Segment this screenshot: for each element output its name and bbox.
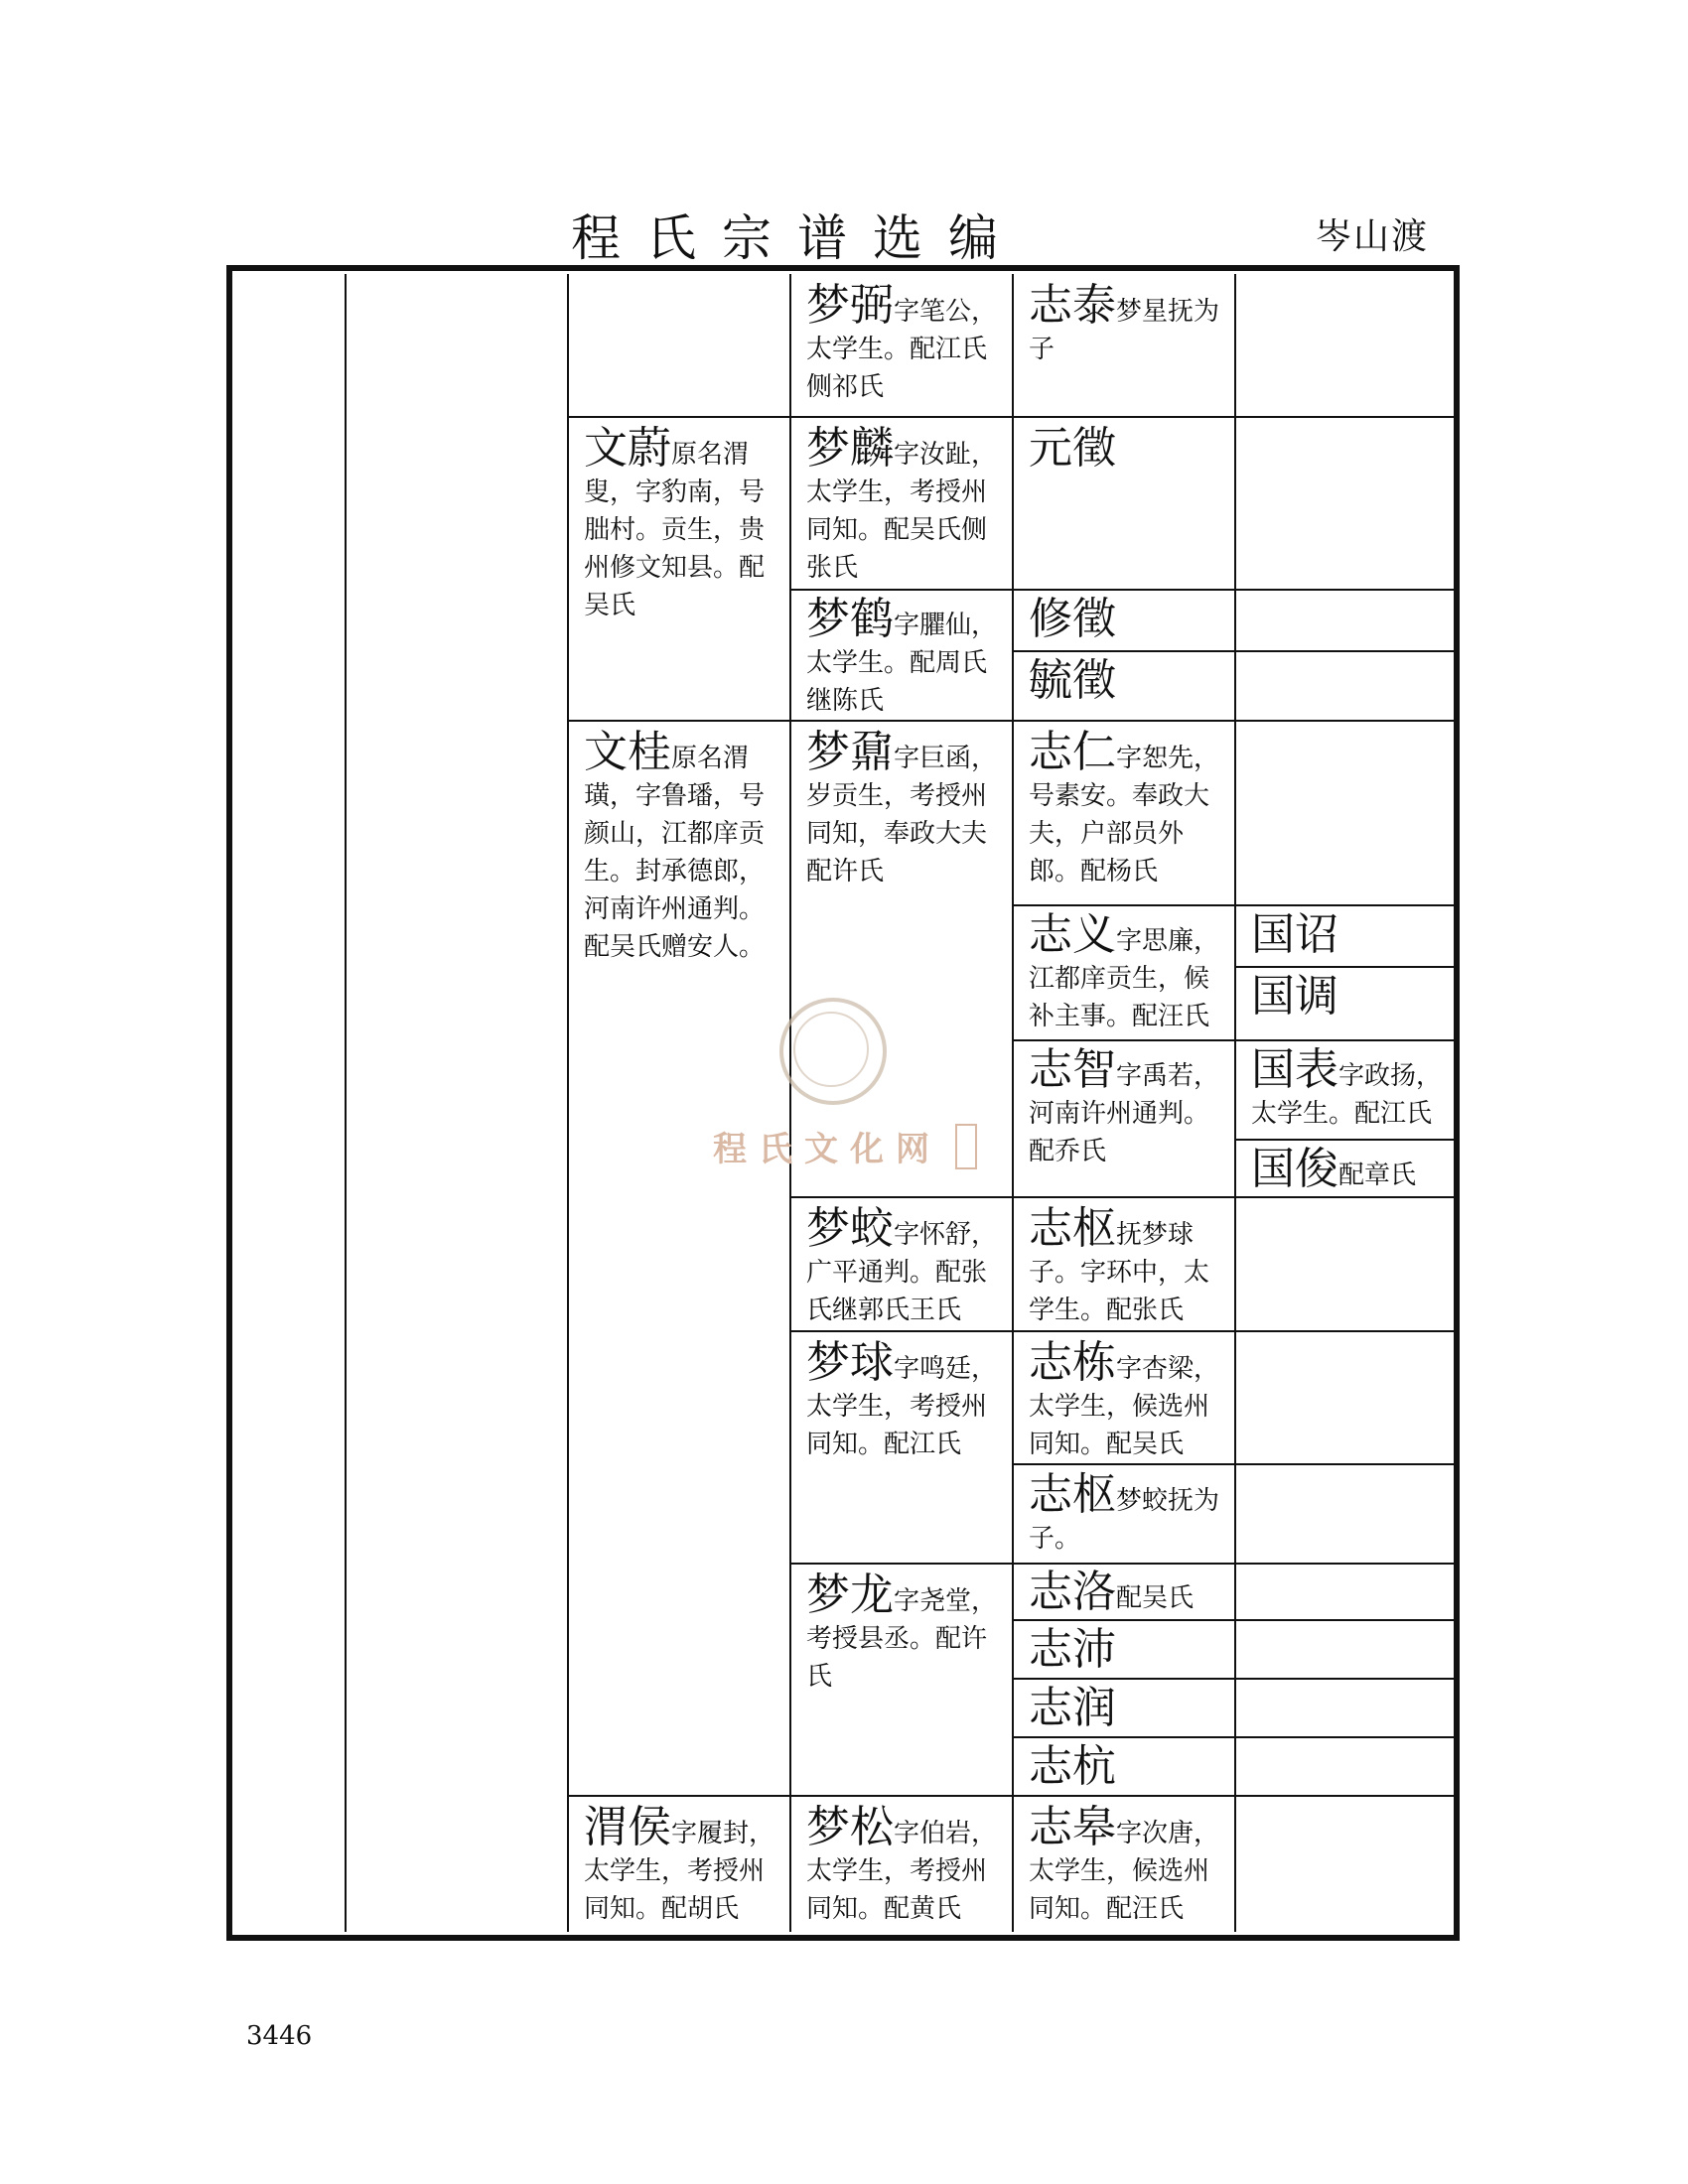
- entry-mengnai: [802, 729, 1006, 890]
- entry-name: 梦蛟: [806, 1203, 894, 1254]
- entry-name: 梦龙: [806, 1570, 894, 1620]
- column-divider-4: [1012, 274, 1014, 1932]
- entry-desc: 字思廉，江都庠贡生，候补主事。配汪氏: [1029, 926, 1220, 1031]
- entry-zhihang: [1025, 1743, 1228, 1791]
- entry-desc: 字尧堂，考授县丞。配许氏: [806, 1586, 998, 1692]
- row-rule: [1012, 1736, 1454, 1738]
- entry-menglong: [802, 1571, 1006, 1696]
- row-rule: [1234, 966, 1454, 968]
- row-rule: [1012, 589, 1454, 591]
- row-rule: [1012, 1678, 1454, 1680]
- entry-name: 国俊: [1251, 1144, 1338, 1194]
- entry-mengjiao: [802, 1205, 1006, 1329]
- entry-name: 元徵: [1029, 423, 1116, 474]
- entry-guobiao: [1247, 1046, 1451, 1133]
- entry-menghe: [802, 596, 1006, 720]
- entry-name: 梦鹤: [806, 594, 894, 644]
- column-divider-2: [567, 274, 569, 1932]
- entry-desc: 字恕先，号素安。奉政大夫，户部员外郎。配杨氏: [1029, 744, 1220, 887]
- entry-name: 志杭: [1029, 1741, 1116, 1792]
- entry-guodiao: [1247, 973, 1451, 1021]
- entry-name: 文蔚: [584, 423, 671, 474]
- row-rule: [567, 416, 1454, 418]
- row-rule: [1012, 1039, 1454, 1041]
- entry-name: 渭侯: [584, 1802, 671, 1852]
- entry-name: 梦鼐: [806, 727, 894, 777]
- entry-zhirun: [1025, 1685, 1228, 1732]
- row-rule: [1012, 1463, 1454, 1465]
- entry-name: 修徵: [1029, 594, 1116, 644]
- entry-name: 志洛: [1029, 1567, 1116, 1617]
- row-rule: [1012, 650, 1454, 652]
- entry-name: 志润: [1029, 1683, 1116, 1733]
- entry-desc: 字禹若，河南许州通判。配乔氏: [1029, 1061, 1220, 1166]
- row-rule: [567, 1795, 1454, 1797]
- entry-desc: 字笔公，太学生。配江氏侧祁氏: [806, 297, 998, 402]
- entry-name: 梦球: [806, 1337, 894, 1388]
- entry-desc: 配吴氏: [1116, 1583, 1195, 1613]
- entry-name: 文桂: [584, 727, 671, 777]
- entry-wengui: [580, 729, 783, 966]
- entry-name: 志仁: [1029, 727, 1116, 777]
- entry-name: 志枢: [1029, 1469, 1116, 1520]
- column-divider-3: [789, 274, 791, 1932]
- entry-menglin: [802, 425, 1006, 587]
- entry-zhishu-given: [1025, 1471, 1228, 1558]
- entry-desc: 字鸣廷，太学生，考授州同知。配江氏: [806, 1354, 998, 1459]
- watermark-text: 程氏文化网: [713, 1130, 941, 1169]
- entry-zhishu-adopted: [1025, 1205, 1228, 1329]
- entry-name: 毓徵: [1029, 655, 1116, 706]
- entry-yuhui: [1025, 657, 1228, 705]
- entry-name: 志智: [1029, 1044, 1116, 1095]
- entry-desc: 字杏梁，太学生，候选州同知。配吴氏: [1029, 1354, 1220, 1459]
- row-rule: [789, 1330, 1454, 1332]
- entry-zhidong: [1025, 1339, 1228, 1463]
- column-divider-1: [345, 274, 347, 1932]
- row-rule: [1012, 904, 1454, 906]
- entry-zhitai: [1025, 282, 1228, 368]
- entry-name: 国表: [1251, 1044, 1338, 1095]
- entry-zhipei: [1025, 1626, 1228, 1674]
- entry-zhizhi: [1025, 1046, 1228, 1170]
- entry-name: 梦弼: [806, 280, 894, 331]
- row-rule: [1234, 1139, 1454, 1141]
- entry-name: 国调: [1251, 971, 1338, 1022]
- entry-desc: 原名渭叟，字豹南，号朏村。贡生，贵州修文知县。配吴氏: [584, 440, 766, 620]
- entry-name: 志枢: [1029, 1203, 1116, 1254]
- entry-desc: 配章氏: [1338, 1160, 1417, 1190]
- entry-desc: 字汝趾，太学生，考授州同知。配吴氏侧张氏: [806, 440, 998, 583]
- row-rule: [789, 1563, 1454, 1565]
- entry-name: 志泰: [1029, 280, 1116, 331]
- entry-desc: 字怀舒，广平通判。配张氏继郭氏王氏: [806, 1220, 998, 1325]
- row-rule: [789, 589, 1012, 591]
- entry-zhiyi: [1025, 911, 1228, 1035]
- row-rule: [789, 1196, 1454, 1198]
- entry-desc: 字伯岩，太学生，考授州同知。配黄氏: [806, 1819, 998, 1924]
- entry-name: 志栋: [1029, 1337, 1116, 1388]
- entry-zhiluo: [1025, 1569, 1228, 1617]
- entry-desc: 梦蛟抚为子。: [1029, 1486, 1220, 1554]
- entry-mengsong: [802, 1804, 1006, 1928]
- entry-name: 志沛: [1029, 1624, 1116, 1675]
- row-rule: [1012, 1619, 1454, 1621]
- entry-zhigao: [1025, 1804, 1228, 1928]
- row-rule: [567, 720, 1454, 722]
- entry-desc: 字政扬，太学生。配江氏: [1251, 1061, 1443, 1129]
- entry-yuanhui: [1025, 425, 1228, 473]
- entry-desc: 字臞仙，太学生。配周氏继陈氏: [806, 611, 998, 716]
- page-number: 3446: [246, 2021, 313, 2051]
- entry-mengbi: [802, 282, 1006, 406]
- page-subtitle: 岑山渡: [1316, 216, 1430, 257]
- entry-name: 志皋: [1029, 1802, 1116, 1852]
- entry-guozhao: [1247, 911, 1451, 959]
- page-title: 程氏宗谱选编: [571, 209, 1024, 267]
- entry-name: 国诏: [1251, 909, 1338, 960]
- entry-desc: 抚梦球子。字环中，太学生。配张氏: [1029, 1220, 1210, 1325]
- entry-name: 梦麟: [806, 423, 894, 474]
- entry-desc: 梦星抚为子: [1029, 297, 1220, 364]
- watermark-mini-seal: [955, 1124, 977, 1169]
- watermark-seal: [779, 998, 887, 1105]
- entry-xiuhui: [1025, 596, 1228, 643]
- entry-desc: 字次唐，太学生，候选州同知。配汪氏: [1029, 1819, 1220, 1924]
- column-divider-5: [1234, 274, 1236, 1932]
- entry-guojun: [1247, 1146, 1451, 1194]
- entry-name: 志义: [1029, 909, 1116, 960]
- entry-zhiren: [1025, 729, 1228, 890]
- entry-weihou: [580, 1804, 783, 1928]
- entry-desc: 字巨函，岁贡生，考授州同知，奉政大夫配许氏: [806, 744, 998, 887]
- entry-name: 梦松: [806, 1802, 894, 1852]
- entry-desc: 原名渭璜，字鲁璠，号颜山，江都庠贡生。封承德郎，河南许州通判。配吴氏赠安人。: [584, 744, 766, 962]
- entry-desc: 字履封，太学生，考授州同知。配胡氏: [584, 1819, 775, 1924]
- entry-wenwei: [580, 425, 783, 624]
- entry-mengqiu: [802, 1339, 1006, 1463]
